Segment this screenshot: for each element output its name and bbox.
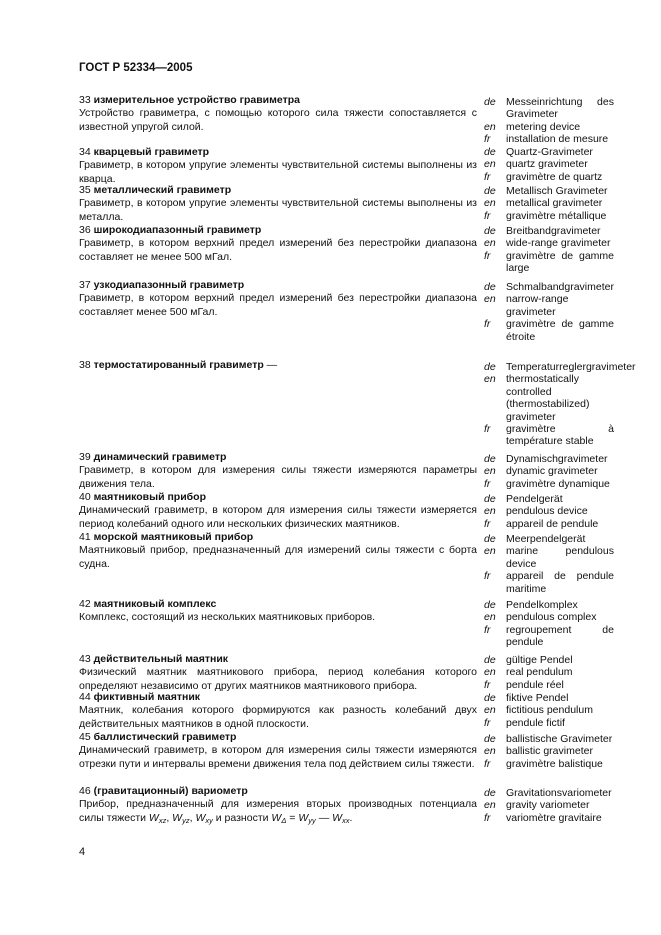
term-translations: [484, 654, 614, 691]
language-code: en: [484, 373, 496, 386]
translation-text: gültige Pendel: [506, 654, 573, 666]
translation-text: ballistische Gravimeter: [506, 733, 613, 745]
document-header: ГОСТ Р 52334—2005: [79, 62, 193, 74]
language-code: en: [484, 666, 496, 679]
language-code: fr: [484, 517, 491, 530]
language-code: de: [484, 787, 496, 799]
translation-row: [484, 570, 614, 595]
translation-text: Metallisch Gravimeter: [506, 185, 608, 197]
term-heading: [79, 653, 477, 666]
translation-text: metering device: [506, 120, 581, 133]
language-code: en: [484, 465, 496, 478]
translation-row: [484, 505, 614, 517]
translation-row: [484, 146, 614, 158]
translation-row: [484, 250, 614, 275]
term-entry: [79, 451, 477, 491]
language-code: en: [484, 505, 496, 518]
term-definition: Физический маятник маятникового прибора, период колебания которого определяют независимо от других маятников маятникового прибора.: [79, 666, 477, 692]
language-code: de: [484, 185, 496, 197]
term-number: 35: [79, 184, 91, 196]
formula-part: .: [349, 811, 353, 824]
translation-text: installation de mesure: [506, 133, 609, 146]
translation-text: Dynamischgravimeter: [506, 453, 608, 465]
translation-text: metallical gravimeter: [506, 197, 603, 210]
translation-text: regroupement de pendule: [506, 623, 614, 649]
language-code: de: [484, 96, 496, 108]
term-definition-formula: [79, 798, 477, 827]
translation-row: [484, 692, 614, 704]
term-definition: Гравиметр, в котором верхний предел измерений без перестройки диапазона составляет не менее 500 мГал.: [79, 237, 477, 263]
term-translations: [484, 146, 614, 183]
translation-text: narrow-range gravimeter: [506, 293, 569, 318]
translation-row: [484, 518, 614, 530]
translation-text: thermostatically controlled (thermostabilized) gravimeter: [506, 373, 590, 423]
term-entry: [79, 731, 477, 771]
language-code: fr: [484, 209, 491, 222]
translation-row: [484, 733, 614, 745]
translation-row: [484, 812, 614, 824]
translation-text: gravimètre à température stable: [506, 423, 614, 448]
term-number: 46: [79, 785, 91, 797]
term-name: термостатированный гравиметр: [93, 359, 264, 371]
language-code: fr: [484, 133, 491, 146]
formula-part: yz: [182, 815, 190, 825]
term-translations: [484, 599, 614, 649]
language-code: fr: [484, 716, 491, 729]
translation-row: [484, 478, 614, 490]
language-code: fr: [484, 249, 491, 262]
term-name: фиктивный маятник: [93, 691, 201, 703]
term-name: маятниковый комплекс: [93, 598, 217, 610]
language-code: de: [484, 654, 496, 666]
term-heading: [79, 94, 477, 107]
translation-row: [484, 704, 614, 716]
term-number: 44: [79, 691, 91, 703]
translation-text: fiktive Pendel: [506, 692, 569, 704]
term-translations: [484, 692, 614, 729]
translation-text: real pendulum: [506, 666, 573, 679]
term-entry: [79, 785, 477, 827]
term-number: 36: [79, 224, 91, 236]
translation-text: gravimètre dynamique: [506, 477, 610, 490]
translation-text: pendule fictif: [506, 716, 565, 729]
language-code: fr: [484, 318, 491, 331]
term-entry: [79, 653, 477, 693]
translation-text: pendulous complex: [506, 611, 597, 624]
term-name: действительный маятник: [93, 653, 229, 665]
translation-row: [484, 533, 614, 545]
translation-text: pendulous device: [506, 505, 588, 518]
language-code: de: [484, 361, 496, 373]
translation-text: fictitious pendulum: [506, 704, 593, 717]
formula-part: Δ: [281, 815, 287, 825]
term-entry: [79, 224, 477, 264]
term-number: 41: [79, 531, 91, 543]
translation-row: [484, 318, 614, 343]
term-definition: Гравиметр, в котором для измерения силы тяжести измеряются параметры движения тела.: [79, 464, 477, 490]
term-heading: [79, 224, 477, 237]
language-code: de: [484, 146, 496, 158]
page-number: 4: [79, 846, 86, 858]
term-entry: [79, 146, 477, 186]
translation-row: [484, 493, 614, 505]
term-definition: Маятниковый прибор, предназначенный для измерений силы тяжести с борта судна.: [79, 544, 477, 570]
translation-text: Pendelkomplex: [506, 599, 578, 611]
language-code: de: [484, 453, 496, 465]
language-code: en: [484, 704, 496, 717]
formula-part: W: [332, 811, 343, 824]
term-heading: [79, 531, 477, 544]
translation-row: [484, 679, 614, 691]
translation-row: [484, 225, 614, 237]
term-heading: [79, 598, 477, 611]
translation-row: [484, 717, 614, 729]
translation-text: gravimètre balistique: [506, 757, 603, 770]
term-heading: [79, 491, 477, 504]
term-translations: [484, 361, 636, 448]
translation-row: [484, 666, 614, 678]
term-entry: [79, 279, 477, 319]
formula-part: Прибор, предназначенный для измерения вторых производных потенциала силы тяжести: [79, 798, 477, 824]
translation-text: gravimètre de quartz: [506, 170, 603, 183]
term-number: 39: [79, 451, 91, 463]
formula-part: W: [271, 811, 282, 824]
term-entry: [79, 598, 477, 625]
translation-row: [484, 465, 614, 477]
term-heading: [79, 279, 477, 292]
term-heading: [79, 785, 477, 798]
term-definition: Гравиметр, в котором упругие элементы чувствительной системы выполнены из кварца.: [79, 159, 477, 185]
translation-row: [484, 654, 614, 666]
translation-row: [484, 599, 614, 611]
term-definition: Маятник, колебания которого формируются как разность колебаний двух действительных маятников в одной плоскости.: [79, 704, 477, 730]
term-translations: [484, 453, 614, 490]
term-definition: Комплекс, состоящий из нескольких маятниковых приборов.: [79, 611, 376, 624]
term-heading: [79, 691, 477, 704]
language-code: de: [484, 599, 496, 611]
translation-row: [484, 185, 614, 197]
translation-text: gravimètre de gamme large: [506, 249, 614, 275]
term-definition: Устройство гравиметра, с помощью которого сила тяжести сопоставляется с известной упругой силой.: [79, 107, 477, 133]
term-heading: [79, 359, 477, 372]
term-heading: [79, 146, 477, 159]
term-translations: [484, 533, 614, 595]
language-code: de: [484, 225, 496, 237]
term-name: кварцевый гравиметр: [93, 146, 210, 158]
term-number: 42: [79, 598, 91, 610]
language-code: en: [484, 799, 496, 812]
translation-row: [484, 171, 614, 183]
term-entry: [79, 359, 477, 372]
term-entry: [79, 691, 477, 731]
term-number: 37: [79, 279, 91, 291]
translation-text: Schmalbandgravimeter: [506, 281, 614, 293]
term-translations: [484, 185, 614, 222]
translation-row: [484, 281, 614, 293]
term-name: широкодиапазонный гравиметр: [93, 224, 262, 236]
language-code: en: [484, 120, 496, 133]
translation-text: gravimètre de gamme étroite: [506, 318, 614, 343]
language-code: en: [484, 158, 496, 171]
term-translations: [484, 225, 614, 275]
language-code: en: [484, 293, 496, 306]
formula-part: xz: [158, 815, 167, 825]
formula-part: W: [172, 811, 183, 824]
term-entry: [79, 94, 477, 134]
term-translations: [484, 96, 614, 146]
language-code: fr: [484, 811, 491, 824]
translation-text: Meerpendelgerät: [506, 533, 586, 545]
language-code: fr: [484, 757, 491, 770]
translation-text: Breitbandgravimeter: [506, 225, 601, 237]
term-suffix: —: [263, 359, 278, 371]
term-number: 34: [79, 146, 91, 158]
formula-part: ,: [166, 811, 173, 824]
formula-part: yy: [308, 815, 316, 825]
translation-text: appareil de pendule maritime: [506, 570, 614, 595]
translation-text: Temperaturreglergravimeter: [506, 361, 636, 373]
term-heading: [79, 731, 477, 744]
translation-row: [484, 96, 614, 121]
language-code: en: [484, 197, 496, 210]
language-code: de: [484, 281, 496, 293]
term-definition: Гравиметр, в котором упругие элементы чувствительной системы выполнены из металла.: [79, 197, 477, 223]
term-number: 33: [79, 94, 91, 106]
language-code: fr: [484, 623, 491, 636]
term-translations: [484, 493, 614, 530]
term-name: морской маятниковый прибор: [93, 531, 254, 543]
formula-part: —: [315, 811, 333, 824]
translation-row: [484, 611, 614, 623]
formula-part: W: [195, 811, 206, 824]
translation-text: wide-range gravimeter: [506, 237, 611, 250]
formula-part: xy: [205, 815, 213, 825]
term-name: (гравитационный) вариометр: [93, 785, 248, 797]
term-name: динамический гравиметр: [93, 451, 227, 463]
translation-row: [484, 758, 614, 770]
formula-part: W: [298, 811, 309, 824]
language-code: fr: [484, 477, 491, 490]
language-code: de: [484, 733, 496, 745]
translation-row: [484, 453, 614, 465]
translation-text: pendule réel: [506, 678, 564, 691]
translation-text: gravimètre métallique: [506, 209, 607, 222]
formula-part: W: [148, 811, 159, 824]
translation-row: [484, 237, 614, 249]
term-name: маятниковый прибор: [93, 491, 206, 503]
term-number: 38: [79, 359, 91, 371]
translation-row: [484, 423, 614, 448]
translation-row: [484, 799, 614, 811]
translation-row: [484, 361, 636, 373]
term-translations: [484, 787, 614, 824]
term-number: 45: [79, 731, 91, 743]
term-entry: [79, 491, 477, 531]
language-code: fr: [484, 570, 491, 583]
translation-text: appareil de pendule: [506, 517, 599, 530]
translation-text: Messeinrichtung des Gravimeter: [506, 96, 614, 121]
term-name: измерительное устройство гравиметра: [93, 94, 300, 106]
formula-part: ,: [189, 811, 196, 824]
translation-row: [484, 293, 614, 318]
term-entry: [79, 531, 477, 571]
term-entry: [79, 184, 477, 224]
language-code: de: [484, 493, 496, 505]
translation-row: [484, 787, 614, 799]
translation-text: Quartz-Gravimeter: [506, 146, 593, 158]
term-name: узкодиапазонный гравиметр: [93, 279, 245, 291]
term-definition: Динамический гравиметр, в котором для измерения силы тяжести измеряются отрезки пути и интервалы времени движения тела под действием силы тяжести.: [79, 744, 477, 770]
language-code: en: [484, 745, 496, 758]
language-code: fr: [484, 678, 491, 691]
term-name: металлический гравиметр: [93, 184, 232, 196]
language-code: fr: [484, 170, 491, 183]
term-translations: [484, 733, 614, 770]
formula-part: =: [286, 811, 299, 824]
translation-row: [484, 158, 614, 170]
term-heading: [79, 451, 477, 464]
translation-text: Pendelgerät: [506, 493, 563, 505]
translation-row: [484, 121, 614, 133]
formula-part: и разности: [212, 811, 272, 824]
term-number: 43: [79, 653, 91, 665]
translation-row: [484, 624, 614, 649]
translation-text: gravity variometer: [506, 799, 590, 812]
term-number: 40: [79, 491, 91, 503]
language-code: de: [484, 533, 496, 545]
translation-row: [484, 133, 614, 145]
translation-text: Gravitationsvariometer: [506, 787, 612, 799]
translation-row: [484, 197, 614, 209]
term-name: баллистический гравиметр: [93, 731, 237, 743]
formula-part: xx: [342, 815, 350, 825]
language-code: fr: [484, 423, 491, 436]
translation-row: [484, 210, 614, 222]
language-code: en: [484, 611, 496, 624]
translation-text: variomètre gravitaire: [506, 811, 602, 824]
translation-text: quartz gravimeter: [506, 158, 588, 171]
term-definition: Динамический гравиметр, в котором для измерения силы тяжести измеряется период колебаний одного или нескольких физических маятников.: [79, 504, 477, 530]
translation-row: [484, 373, 614, 423]
language-code: de: [484, 692, 496, 704]
translation-text: ballistic gravimeter: [506, 745, 593, 758]
language-code: en: [484, 545, 496, 558]
translation-text: dynamic gravimeter: [506, 465, 598, 478]
translation-text: marine pendulous device: [506, 545, 614, 570]
language-code: en: [484, 237, 496, 250]
translation-row: [484, 745, 614, 757]
term-heading: [79, 184, 477, 197]
translation-row: [484, 545, 614, 570]
term-definition: Гравиметр, в котором верхний предел измерений без перестройки диапазона составляет менее 500 мГал.: [79, 292, 477, 318]
term-translations: [484, 281, 614, 343]
